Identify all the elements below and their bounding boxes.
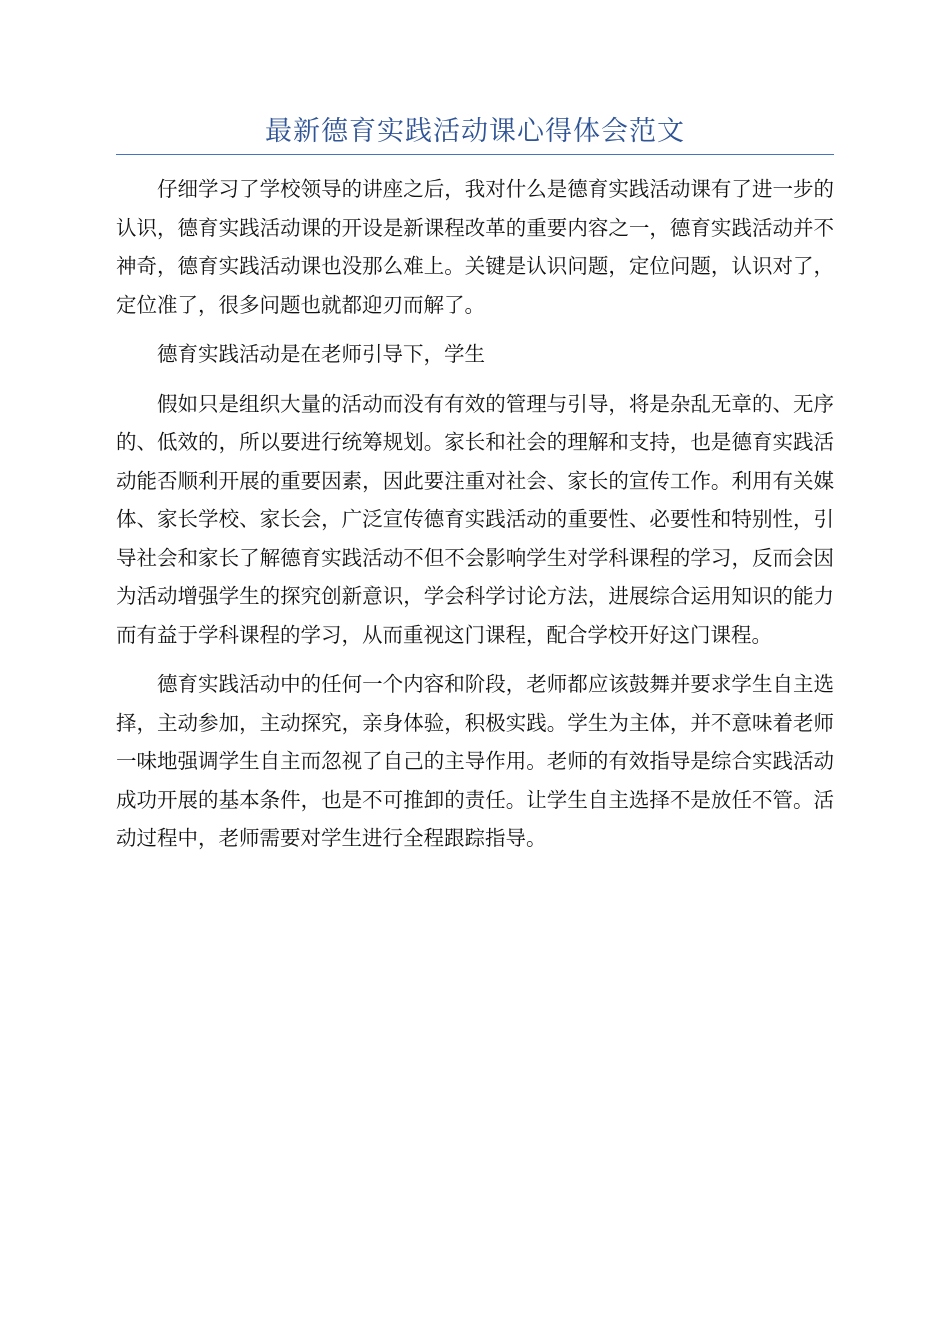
document-body [116, 170, 834, 869]
paragraph-3: 假如只是组织大量的活动而没有有效的管理与引导，将是杂乱无章的、无序的、低效的，所以要进行统筹规划。家长和社会的理解和支持，也是德育实践活动能否顺利开展的重要因素，因此要注重对社会、家长的宣传工作。利用有关媒体、家长学校、家长会，广泛宣传德育实践活动的重要性、必要性和特别性，引导社会和家长了解德育实践活动不但不会影响学生对学科课程的学习，反而会因为活动增强学生的探究创新意识，学会科学讨论方法，进展综合运用知识的能力而有益于学科课程的学习，从而重视这门课程，配合学校开好这门课程。 [116, 391, 834, 647]
paragraph-4: 德育实践活动中的任何一个内容和阶段，老师都应该鼓舞并要求学生自主选择，主动参加，主动探究，亲身体验，积极实践。学生为主体，并不意味着老师一味地强调学生自主而忽视了自己的主导作用。老师的有效指导是综合实践活动成功开展的基本条件，也是不可推卸的责任。让学生自主选择不是放任不管。活动过程中，老师需要对学生进行全程跟踪指导。 [116, 672, 834, 850]
document-title: 最新德育实践活动课心得体会范文 [265, 116, 685, 147]
paragraph-1: 仔细学习了学校领导的讲座之后，我对什么是德育实践活动课有了进一步的认识，德育实践活动课的开设是新课程改革的重要内容之一，德育实践活动并不神奇，德育实践活动课也没那么难上。关键是认识问题，定位问题，认识对了，定位准了，很多问题也就都迎刃而解了。 [116, 177, 834, 317]
paragraph-2: 德育实践活动是在老师引导下，学生 [157, 342, 485, 366]
title-underline-divider [116, 154, 834, 155]
